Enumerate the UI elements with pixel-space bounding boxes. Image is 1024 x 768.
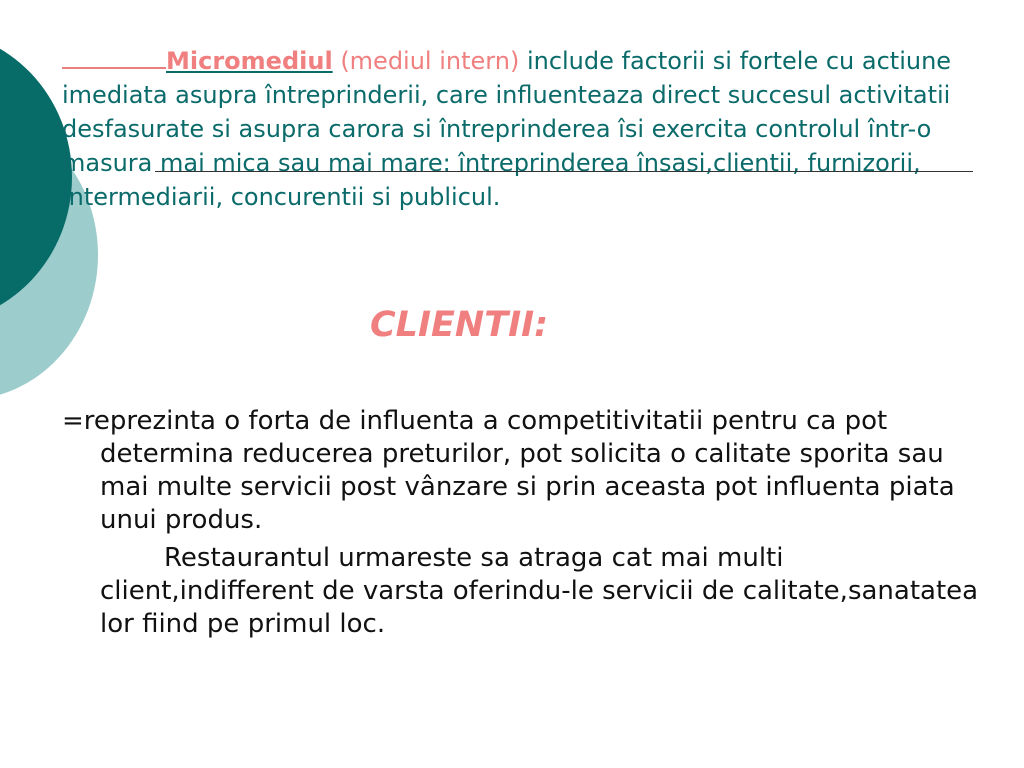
body-paragraph-1: =reprezinta o forta de influenta a competitivitatii pentru ca pot determina reducerea preturilor, pot solicita o calitate sporita sau mai multe servicii post vânzare si prin aceasta pot influenta piata unui produs. bbox=[62, 406, 955, 535]
intro-body-text: include factorii si fortele cu actiune imediata asupra întreprinderii, care influenteaza direct succesul activitatii desfasurate si asupra carora si întreprinderea îsi exercita controlul într-o masura mai mica sau mai mare: întreprinderea însasi,clientii, furnizorii, intermediarii, concurentii si publicul. bbox=[62, 47, 952, 211]
section-title: CLIENTII: bbox=[370, 305, 549, 345]
body-paragraph-2: Restaurantul urmareste sa atraga cat mai multi client,indifferent de varsta oferindu-le servicii de calitate,sanatatea lor fiind pe primul loc. bbox=[100, 543, 979, 639]
intro-keyword: Micromediul bbox=[166, 47, 333, 75]
intro-paragraph bbox=[62, 37, 962, 214]
intro-parenthetical: (mediul intern) bbox=[340, 47, 520, 75]
intro-underline-pad bbox=[62, 37, 166, 69]
horizontal-rule bbox=[155, 171, 973, 172]
